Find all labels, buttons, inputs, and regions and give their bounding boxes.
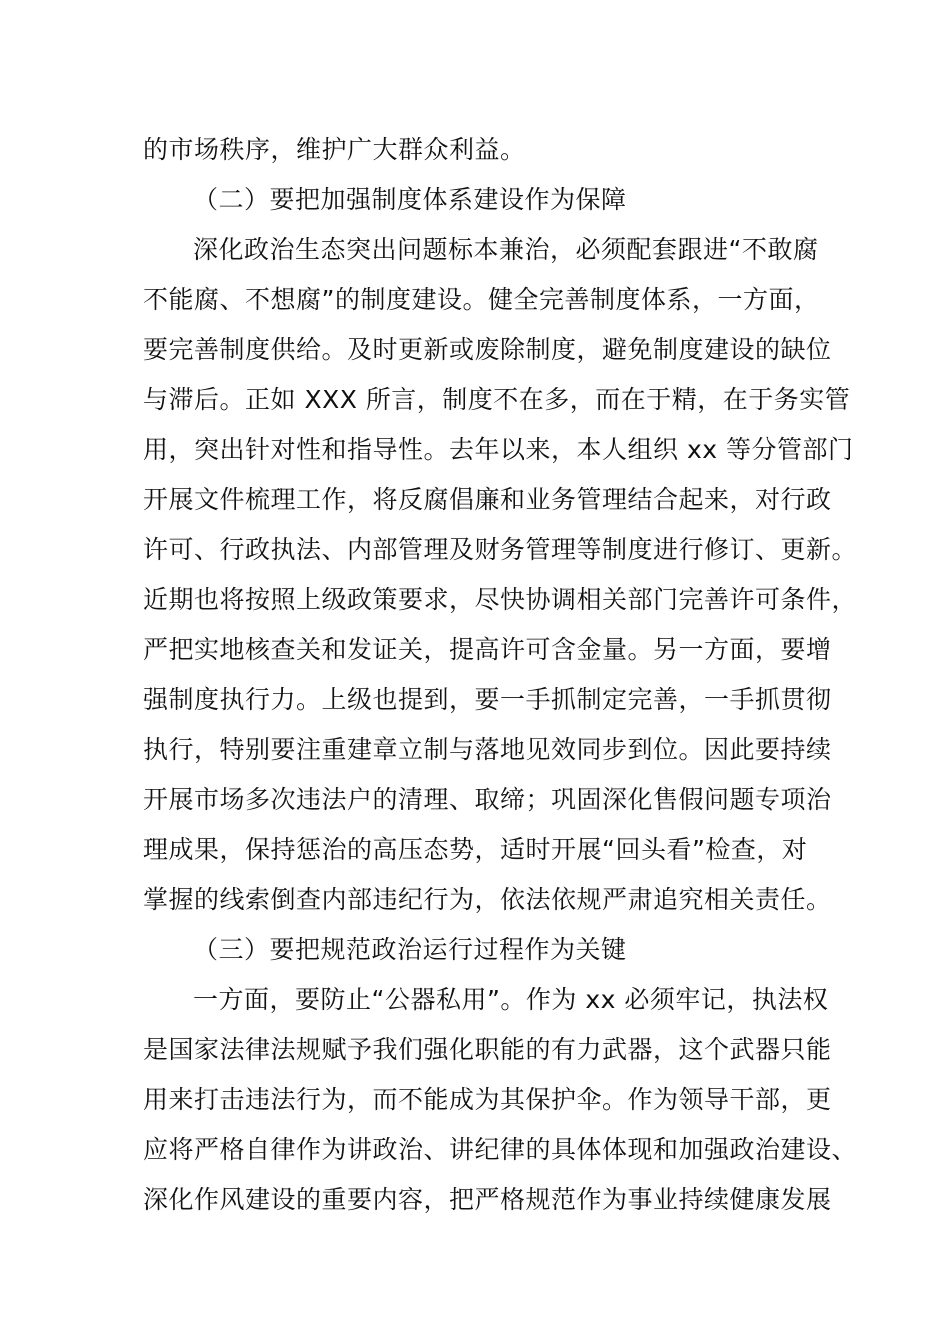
text-line: 用，突出针对性和指导性。去年以来，本人组织 xx 等分管部门 [143,435,854,464]
text-line: 要完善制度供给。及时更新或废除制度，避免制度建设的缺位 [143,335,832,364]
text-line: 一方面，要防止“公器私用”。作为 xx 必须牢记，执法权 [193,985,829,1014]
section-heading: （三）要把规范政治运行过程作为关键 [193,935,627,964]
text-line: 近期也将按照上级政策要求，尽快协调相关部门完善许可条件， [143,585,858,614]
text-line: 应将严格自律作为讲政治、讲纪律的具体体现和加强政治建设、 [143,1135,858,1164]
text-line: 严把实地核查关和发证关，提高许可含金量。另一方面，要增 [143,635,832,664]
text-line: 掌握的线索倒查内部违纪行为，依法依规严肃追究相关责任。 [143,885,832,914]
text-line: 执行，特别要注重建章立制与落地见效同步到位。因此要持续 [143,735,832,764]
text-line: 许可、行政执法、内部管理及财务管理等制度进行修订、更新。 [143,535,858,564]
text-line: 的市场秩序，维护广大群众利益。 [143,135,526,164]
text-line: 深化作风建设的重要内容，把严格规范作为事业持续健康发展 [143,1185,832,1214]
text-line: 是国家法律法规赋予我们强化职能的有力武器，这个武器只能 [143,1035,832,1064]
text-line: 深化政治生态突出问题标本兼治，必须配套跟进“不敢腐 [193,235,819,264]
text-line: 不能腐、不想腐”的制度建设。健全完善制度体系，一方面， [143,285,820,314]
text-line: 用来打击违法行为，而不能成为其保护伞。作为领导干部，更 [143,1085,832,1114]
text-line: 开展市场多次违法户的清理、取缔；巩固深化售假问题专项治 [143,785,832,814]
text-line: 强制度执行力。上级也提到，要一手抓制定完善，一手抓贯彻 [143,685,832,714]
text-line: 理成果，保持惩治的高压态势，适时开展“回头看”检查，对 [143,835,808,864]
text-line: 开展文件梳理工作，将反腐倡廉和业务管理结合起来，对行政 [143,485,832,514]
section-heading: （二）要把加强制度体系建设作为保障 [193,185,627,214]
text-line: 与滞后。正如 XXX 所言，制度不在多，而在于精，在于务实管 [143,385,851,414]
